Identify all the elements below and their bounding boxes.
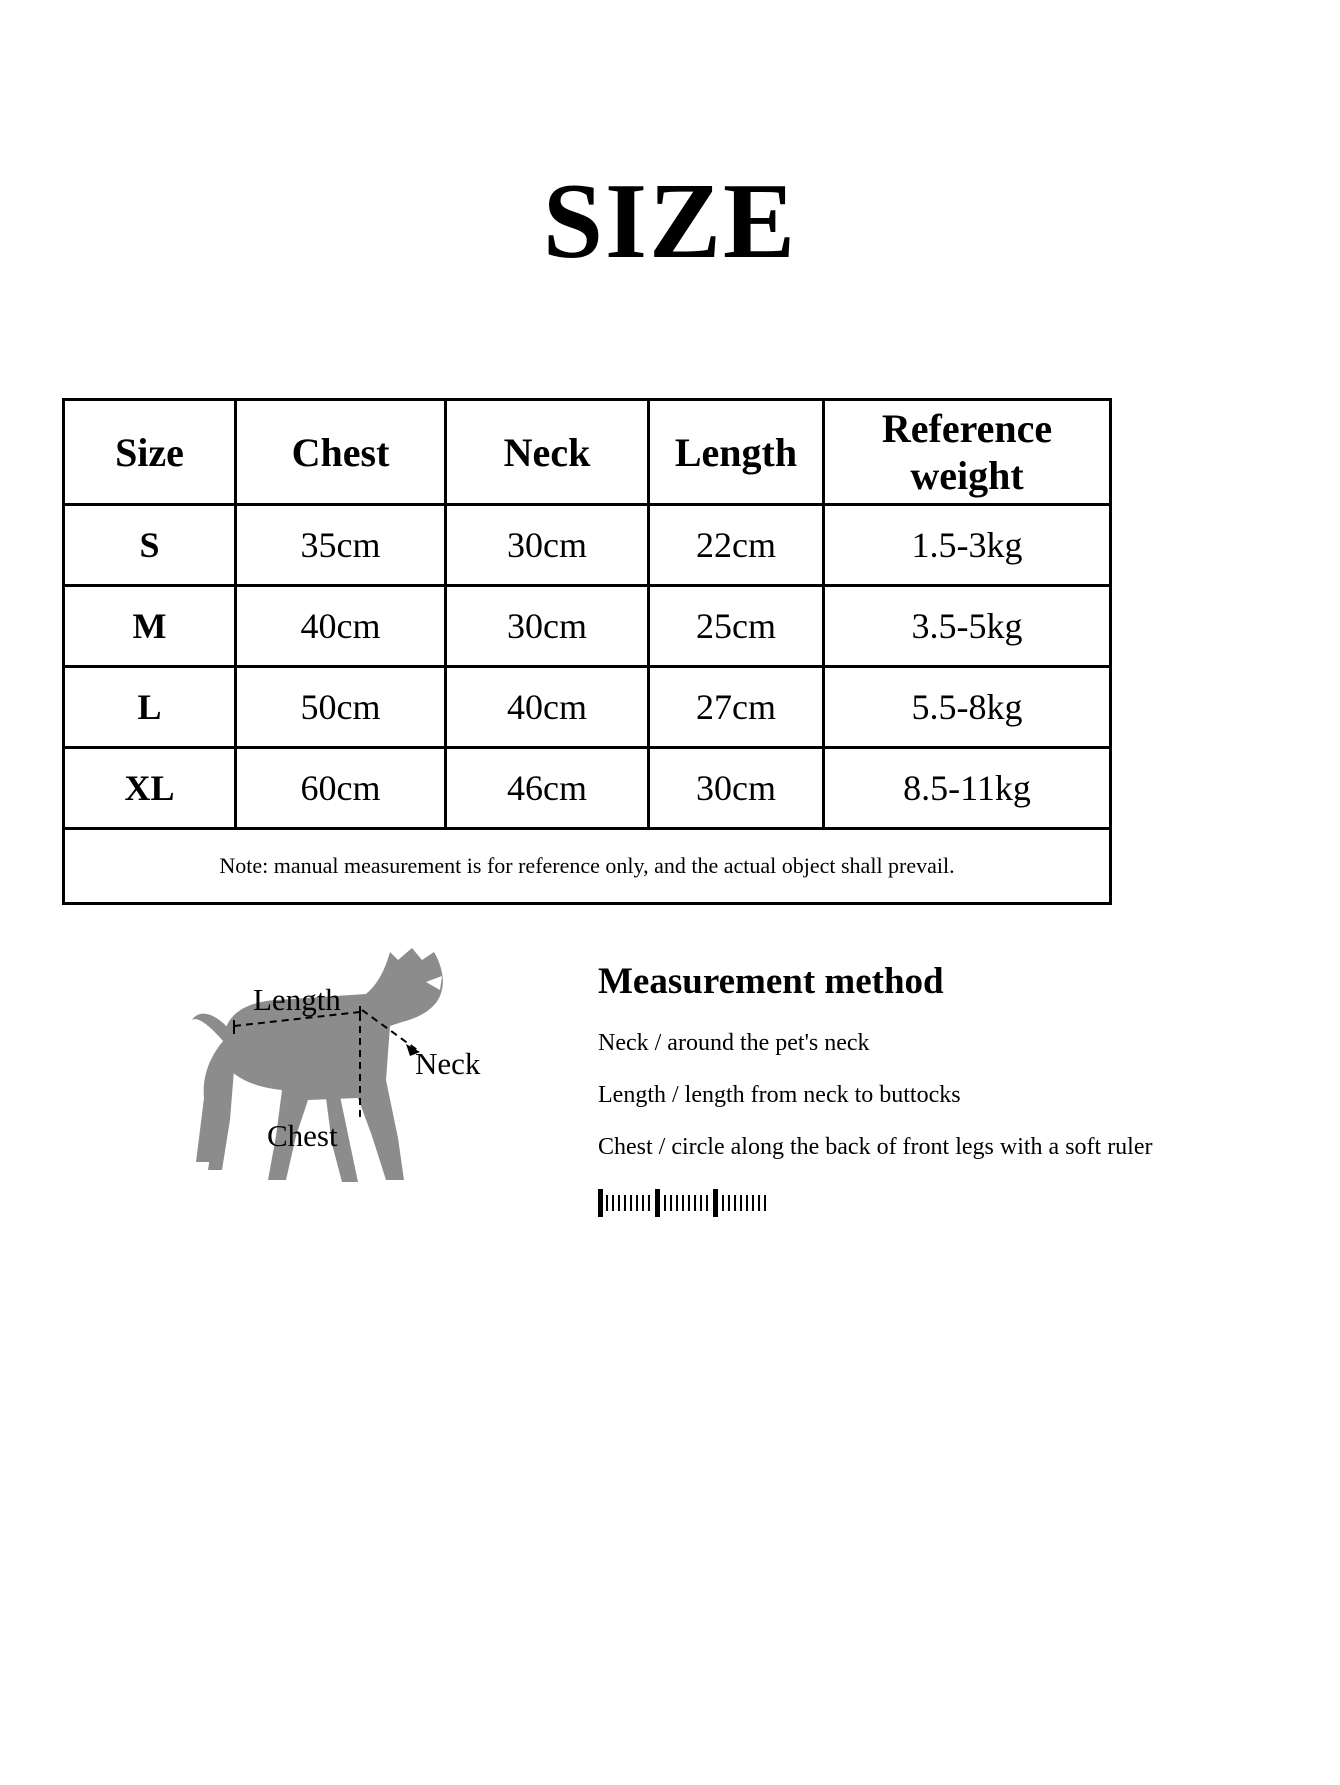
diagram-label-neck: Neck — [415, 1046, 481, 1081]
table-row — [64, 667, 1111, 748]
column-header-chest: Chest — [236, 400, 446, 505]
cell-size: L — [64, 667, 236, 748]
cell-chest: 60cm — [236, 748, 446, 829]
cell-weight: 1.5-3kg — [824, 505, 1111, 586]
cell-size: M — [64, 586, 236, 667]
cell-size: S — [64, 505, 236, 586]
cell-weight: 8.5-11kg — [824, 748, 1111, 829]
cell-chest: 40cm — [236, 586, 446, 667]
table-note-row — [64, 829, 1111, 904]
dog-silhouette-icon — [190, 930, 530, 1240]
cell-length: 22cm — [649, 505, 824, 586]
cell-weight: 3.5-5kg — [824, 586, 1111, 667]
column-header-reference-weight: Reference weight — [824, 400, 1111, 505]
cell-size: XL — [64, 748, 236, 829]
cell-length: 30cm — [649, 748, 824, 829]
table-note: Note: manual measurement is for reference only, and the actual object shall prevail. — [64, 829, 1111, 904]
cell-length: 25cm — [649, 586, 824, 667]
diagram-label-chest: Chest — [267, 1118, 338, 1153]
cell-neck: 30cm — [446, 505, 649, 586]
table-row — [64, 748, 1111, 829]
diagram-label-length: Length — [253, 982, 341, 1017]
cell-weight: 5.5-8kg — [824, 667, 1111, 748]
cell-chest: 50cm — [236, 667, 446, 748]
column-header-length: Length — [649, 400, 824, 505]
page-title: SIZE — [542, 162, 798, 281]
size-table — [62, 398, 1112, 905]
size-table-container — [62, 398, 1109, 905]
method-line-length: Length / length from neck to buttocks — [598, 1081, 961, 1108]
cell-neck: 46cm — [446, 748, 649, 829]
cell-neck: 30cm — [446, 586, 649, 667]
table-row — [64, 505, 1111, 586]
measurement-method-section — [598, 962, 1218, 1226]
method-line-neck: Neck / around the pet's neck — [598, 1029, 870, 1056]
cell-length: 27cm — [649, 667, 824, 748]
table-row — [64, 586, 1111, 667]
cell-neck: 40cm — [446, 667, 649, 748]
column-header-neck: Neck — [446, 400, 649, 505]
dog-measurement-diagram — [190, 930, 530, 1240]
method-line-chest: Chest / circle along the back of front legs with a soft ruler — [598, 1133, 1153, 1160]
measurement-method-title: Measurement method — [598, 961, 944, 1002]
table-header-row — [64, 400, 1111, 505]
column-header-size: Size — [64, 400, 236, 505]
ruler-icon — [598, 1187, 1218, 1226]
cell-chest: 35cm — [236, 505, 446, 586]
